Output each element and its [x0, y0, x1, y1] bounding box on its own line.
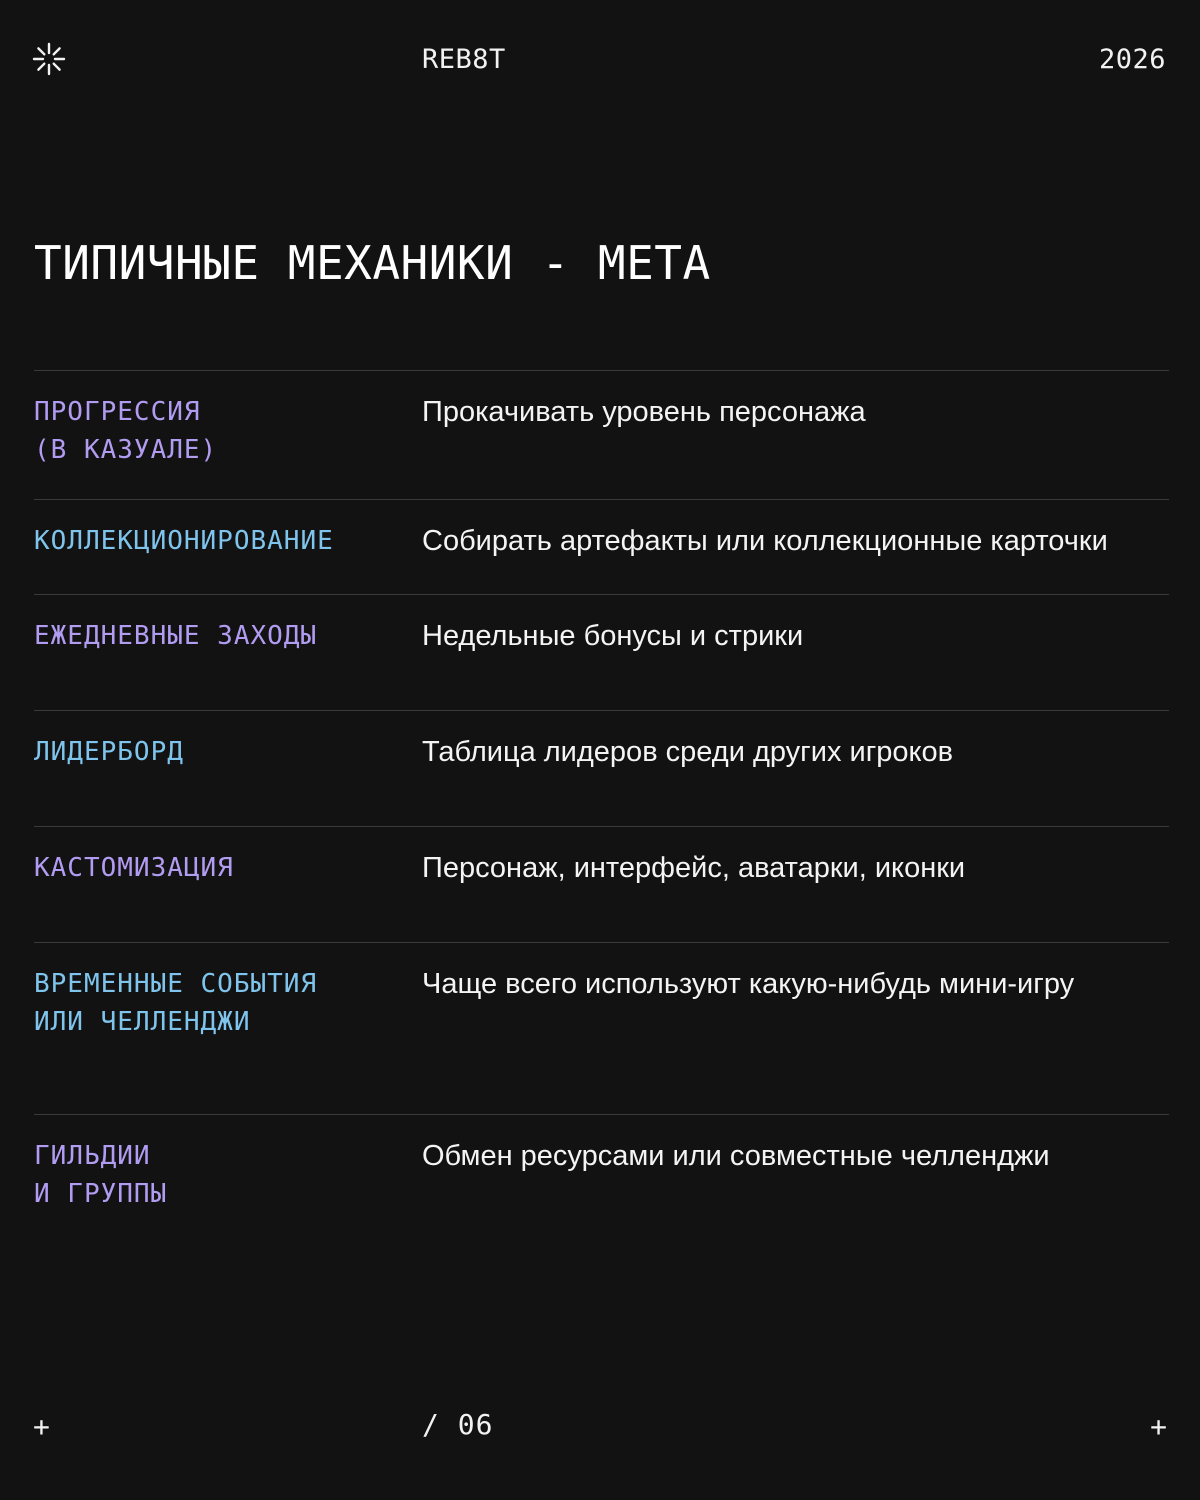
list-item: [34, 594, 1169, 710]
year-label: 2026: [1098, 44, 1166, 75]
mechanic-name: ГИЛЬДИИ И ГРУППЫ: [34, 1141, 168, 1209]
mechanic-description: Чаще всего используют какую-нибудь мини-игру: [422, 968, 1075, 1000]
list-item: [34, 370, 1169, 499]
mechanic-description: Недельные бонусы и стрики: [422, 620, 804, 652]
list-item: [34, 710, 1169, 826]
mechanic-name: ВРЕМЕННЫЕ СОБЫТИЯ ИЛИ ЧЕЛЛЕНДЖИ: [34, 969, 318, 1037]
asterisk-burst-icon: [32, 42, 66, 76]
page-title: ТИПИЧНЫЕ МЕХАНИКИ - МЕТА: [34, 236, 711, 290]
list-item: [34, 1114, 1169, 1254]
page-number: / 06: [422, 1408, 494, 1441]
mechanic-description: Прокачивать уровень персонажа: [422, 396, 866, 428]
mechanic-name: КАСТОМИЗАЦИЯ: [34, 853, 234, 883]
plus-icon: +: [33, 1410, 50, 1443]
mechanic-name: ЕЖЕДНЕВНЫЕ ЗАХОДЫ: [34, 621, 318, 651]
brand-name: REB8T: [422, 44, 506, 75]
list-item: [34, 826, 1169, 942]
list-item: [34, 942, 1169, 1114]
plus-icon: +: [1150, 1410, 1167, 1443]
mechanic-description: Таблица лидеров среди других игроков: [422, 736, 954, 768]
mechanic-name: ПРОГРЕССИЯ (В КАЗУАЛЕ): [34, 397, 218, 465]
mechanic-name: КОЛЛЕКЦИОНИРОВАНИЕ: [34, 526, 334, 556]
list-item: [34, 499, 1169, 594]
mechanic-description: Персонаж, интерфейс, аватарки, иконки: [422, 852, 966, 884]
mechanic-description: Собирать артефакты или коллекционные карточки: [422, 525, 1108, 557]
mechanic-description: Обмен ресурсами или совместные челленджи: [422, 1140, 1050, 1172]
mechanic-name: ЛИДЕРБОРД: [34, 737, 184, 767]
mechanics-list: [34, 370, 1169, 1254]
